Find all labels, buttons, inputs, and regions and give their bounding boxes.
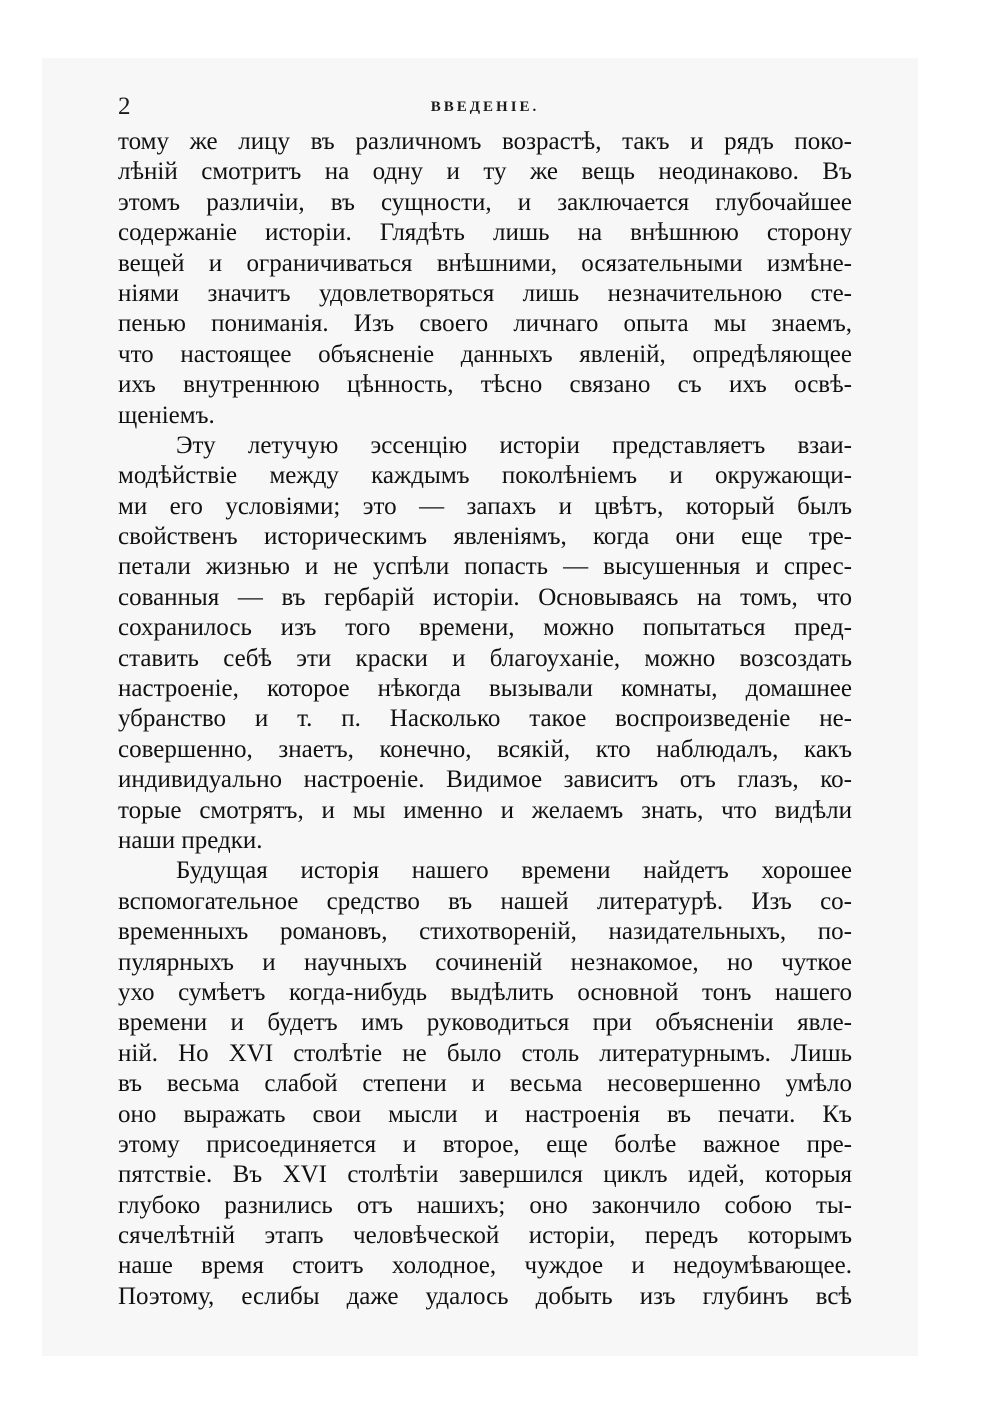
text-line: этому присоединяется и второе, еще болѣе важное пре- <box>118 1130 852 1158</box>
text-line: пятствiе. Въ XVI столѣтiи завершился циклъ идей, которыя <box>118 1161 852 1189</box>
text-line: нiй. Но XVI столѣтiе не было столь литературнымъ. Лишь <box>118 1039 852 1067</box>
text-line: лѣнiй смотритъ на одну и ту же вещь неодинаково. Въ <box>118 158 852 186</box>
text-line: глубоко разнились отъ нашихъ; оно закончило собою ты- <box>118 1191 852 1219</box>
text-line: щенiемъ. <box>118 401 215 429</box>
text-line: торые смотрятъ, и мы именно и желаемъ знать, что видѣли <box>118 796 852 824</box>
text-line: наше время стоитъ холодное, чуждое и недоумѣвающее. <box>118 1252 852 1280</box>
page-header <box>118 92 852 122</box>
text-line: сячелѣтнiй этапъ человѣческой исторiи, передъ которымъ <box>118 1222 852 1250</box>
text-line: модѣйствiе между каждымъ поколѣнiемъ и окружающи- <box>118 462 852 490</box>
running-title: ВВЕДЕНIЕ. <box>430 99 540 115</box>
text-line: пулярныхъ и научныхъ сочиненiй незнакомое, но чуткое <box>118 948 852 976</box>
text-line: пенью пониманiя. Изъ своего личнаго опыта мы знаемъ, <box>118 310 852 338</box>
text-line: нiями значитъ удовлетворяться лишь незначительною сте- <box>118 279 852 307</box>
text-line: настроенiе, которое нѣкогда вызывали комнаты, домашнее <box>118 675 852 703</box>
text-line: сованныя — въ гербарiй исторiи. Основываясь на томъ, что <box>118 583 852 611</box>
text-line: ихъ внутреннюю цѣнность, тѣсно связано съ ихъ освѣ- <box>118 371 852 399</box>
text-line: вещей и ограничиваться внѣшними, осязательными измѣне- <box>118 249 852 277</box>
text-line: индивидуально настроенiе. Видимое зависитъ отъ глазъ, ко- <box>118 766 852 794</box>
text-line: вспомогательное средство въ нашей литературѣ. Изъ со- <box>118 887 852 915</box>
page-number: 2 <box>118 93 131 120</box>
text-line: временныхъ романовъ, стихотворенiй, назидательныхъ, по- <box>118 918 852 946</box>
text-line: Будущая исторiя нашего времени найдетъ хорошее <box>176 857 852 885</box>
body-text <box>118 127 852 1312</box>
text-line: ми его условiями; это — запахъ и цвѣтъ, который былъ <box>118 492 852 520</box>
text-line: сохранилось изъ того времени, можно попытаться пред- <box>118 614 852 642</box>
text-line: въ весьма слабой степени и весьма несовершенно умѣло <box>118 1070 852 1098</box>
text-line: петали жизнью и не успѣли попасть — высушенныя и спрес- <box>118 553 852 581</box>
text-line: Эту летучую эссенцiю исторiи представляетъ взаи- <box>176 431 852 459</box>
text-line: совершенно, знаетъ, конечно, всякiй, кто наблюдалъ, какъ <box>118 735 852 763</box>
text-line: Поэтому, еслибы даже удалось добыть изъ глубинъ всѣ <box>118 1282 852 1310</box>
text-line: убранство и т. п. Насколько такое воспроизведенiе не- <box>118 705 852 733</box>
text-line: содержанiе исторiи. Глядѣть лишь на внѣшнюю сторону <box>118 219 852 247</box>
text-line: тому же лицу въ различномъ возрастѣ, такъ и рядъ поко- <box>118 128 852 155</box>
text-line: ухо сумѣетъ когда-нибудь выдѣлить основной тонъ нашего <box>118 978 852 1006</box>
text-line: ставить себѣ эти краски и благоуханiе, можно возсоздать <box>118 644 852 672</box>
text-line: наши предки. <box>118 826 263 854</box>
text-line: времени и будетъ имъ руководиться при объясненiи явле- <box>118 1009 852 1037</box>
text-line: этомъ различiи, въ сущности, и заключается глубочайшее <box>118 188 852 216</box>
text-line: свойственъ историческимъ явленiямъ, когда они еще тре- <box>118 523 852 551</box>
text-line: что настоящее объясненiе данныхъ явленiй, опредѣляющее <box>118 340 852 368</box>
text-line: оно выражать свои мысли и настроенiя въ печати. Къ <box>118 1100 852 1128</box>
